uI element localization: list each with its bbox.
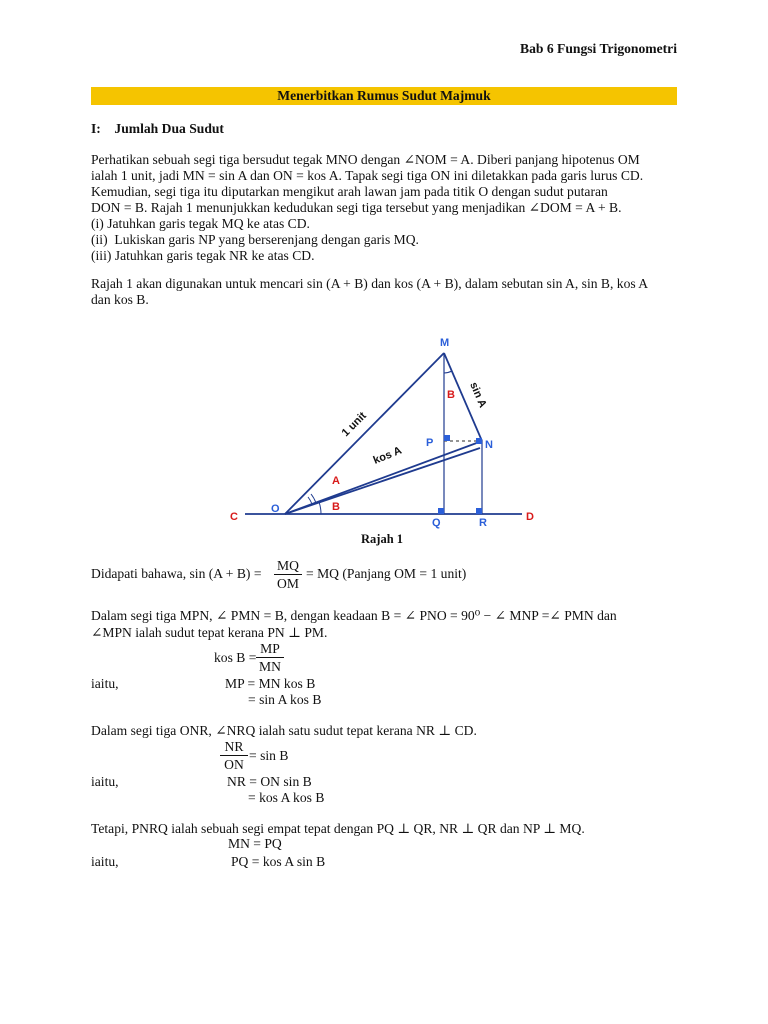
mpn-line-1: Dalam segi tiga MPN, ∠ PMN = B, dengan keadaan B = ∠ PNO = 90⁰ − ∠ MNP =∠ PMN dan bbox=[91, 608, 617, 623]
figure-caption: Rajah 1 bbox=[361, 532, 404, 546]
mpn-kos-prefix: kos B = bbox=[214, 650, 257, 665]
onr-fraction bbox=[220, 738, 248, 773]
pnrq-result-0: MN = PQ bbox=[228, 836, 282, 851]
purpose-line-1: Rajah 1 akan digunakan untuk mencari sin (A + B) dan kos (A + B), dalam sebutan sin A, sin B, kos A bbox=[91, 276, 649, 291]
mpn-iaitu: iaitu, bbox=[91, 676, 119, 691]
mpn-result-2: = sin A kos B bbox=[248, 692, 322, 707]
eq1-suffix: = MQ (Panjang OM = 1 unit) bbox=[306, 566, 467, 581]
mpn-numerator: MP bbox=[256, 640, 284, 658]
purpose-line-2: dan kos B. bbox=[91, 292, 149, 307]
label-D: D bbox=[526, 511, 534, 523]
label-R: R bbox=[479, 517, 487, 529]
intro-line-3: Kemudian, segi tiga itu diputarkan mengikut arah lawan jam pada titik O dengan sudut putaran bbox=[91, 184, 608, 199]
intro-step-3: (iii) Jatuhkan garis tegak NR ke atas CD. bbox=[91, 248, 315, 263]
intro-step-2: (ii) Lukiskan garis NP yang berserenjang dengan garis MQ. bbox=[91, 232, 419, 247]
pnrq-iaitu: iaitu, bbox=[91, 854, 119, 869]
label-angle-A: A bbox=[332, 475, 340, 487]
onr-iaitu: iaitu, bbox=[91, 774, 119, 789]
eq1-fraction bbox=[274, 557, 302, 592]
chapter-title: Bab 6 Fungsi Trigonometri bbox=[520, 41, 677, 56]
mpn-result-1: MP = MN kos B bbox=[225, 676, 316, 691]
intro-step-1: (i) Jatuhkan garis tegak MQ ke atas CD. bbox=[91, 216, 310, 231]
label-P: P bbox=[426, 437, 434, 449]
mpn-line-2: ∠MPN ialah sudut tepat kerana PN ⊥ PM. bbox=[91, 625, 328, 640]
intro-line-1: Perhatikan sebuah segi tiga bersudut tegak MNO dengan ∠NOM = A. Diberi panjang hipotenus OM bbox=[91, 152, 640, 167]
eq1-denominator: OM bbox=[277, 576, 299, 591]
onr-line-1: Dalam segi tiga ONR, ∠NRQ ialah satu sudut tepat kerana NR ⊥ CD. bbox=[91, 723, 477, 738]
intro-line-4: DON = B. Rajah 1 menunjukkan kedudukan segi tiga tersebut yang menjadikan ∠DOM = A + B. bbox=[91, 200, 622, 215]
label-M: M bbox=[440, 337, 450, 349]
onr-suffix: = sin B bbox=[249, 748, 289, 763]
section-heading: I: Jumlah Dua Sudut bbox=[91, 121, 224, 136]
onr-result-2: = kos A kos B bbox=[248, 790, 325, 805]
onr-result-1: NR = ON sin B bbox=[227, 774, 312, 789]
label-N: N bbox=[485, 439, 493, 451]
section-banner: Menerbitkan Rumus Sudut Majmuk bbox=[91, 87, 677, 105]
eq1-numerator: MQ bbox=[274, 557, 302, 575]
mpn-denominator: MN bbox=[259, 659, 281, 674]
label-angle-B-bottom: B bbox=[332, 501, 340, 513]
onr-denominator: ON bbox=[224, 757, 244, 772]
label-angle-B-top: B bbox=[447, 389, 455, 401]
label-C: C bbox=[230, 511, 238, 523]
eq1-prefix: Didapati bahawa, sin (A + B) = bbox=[91, 566, 262, 581]
label-sin-A: sin A bbox=[467, 380, 489, 410]
intro-line-2: ialah 1 unit, jadi MN = sin A dan ON = kos A. Tapak segi tiga ON ini diletakkan pada garis lurus CD. bbox=[91, 168, 644, 183]
label-1-unit: 1 unit bbox=[339, 409, 369, 440]
label-kos-A: kos A bbox=[371, 444, 404, 467]
pnrq-line-1: Tetapi, PNRQ ialah sebuah segi empat tepat dengan PQ ⊥ QR, NR ⊥ QR dan NP ⊥ MQ. bbox=[91, 821, 585, 836]
label-O: O bbox=[271, 503, 280, 515]
onr-numerator: NR bbox=[220, 738, 248, 756]
label-Q: Q bbox=[432, 517, 441, 529]
mpn-fraction bbox=[256, 640, 284, 675]
pnrq-result-1: PQ = kos A sin B bbox=[231, 854, 326, 869]
